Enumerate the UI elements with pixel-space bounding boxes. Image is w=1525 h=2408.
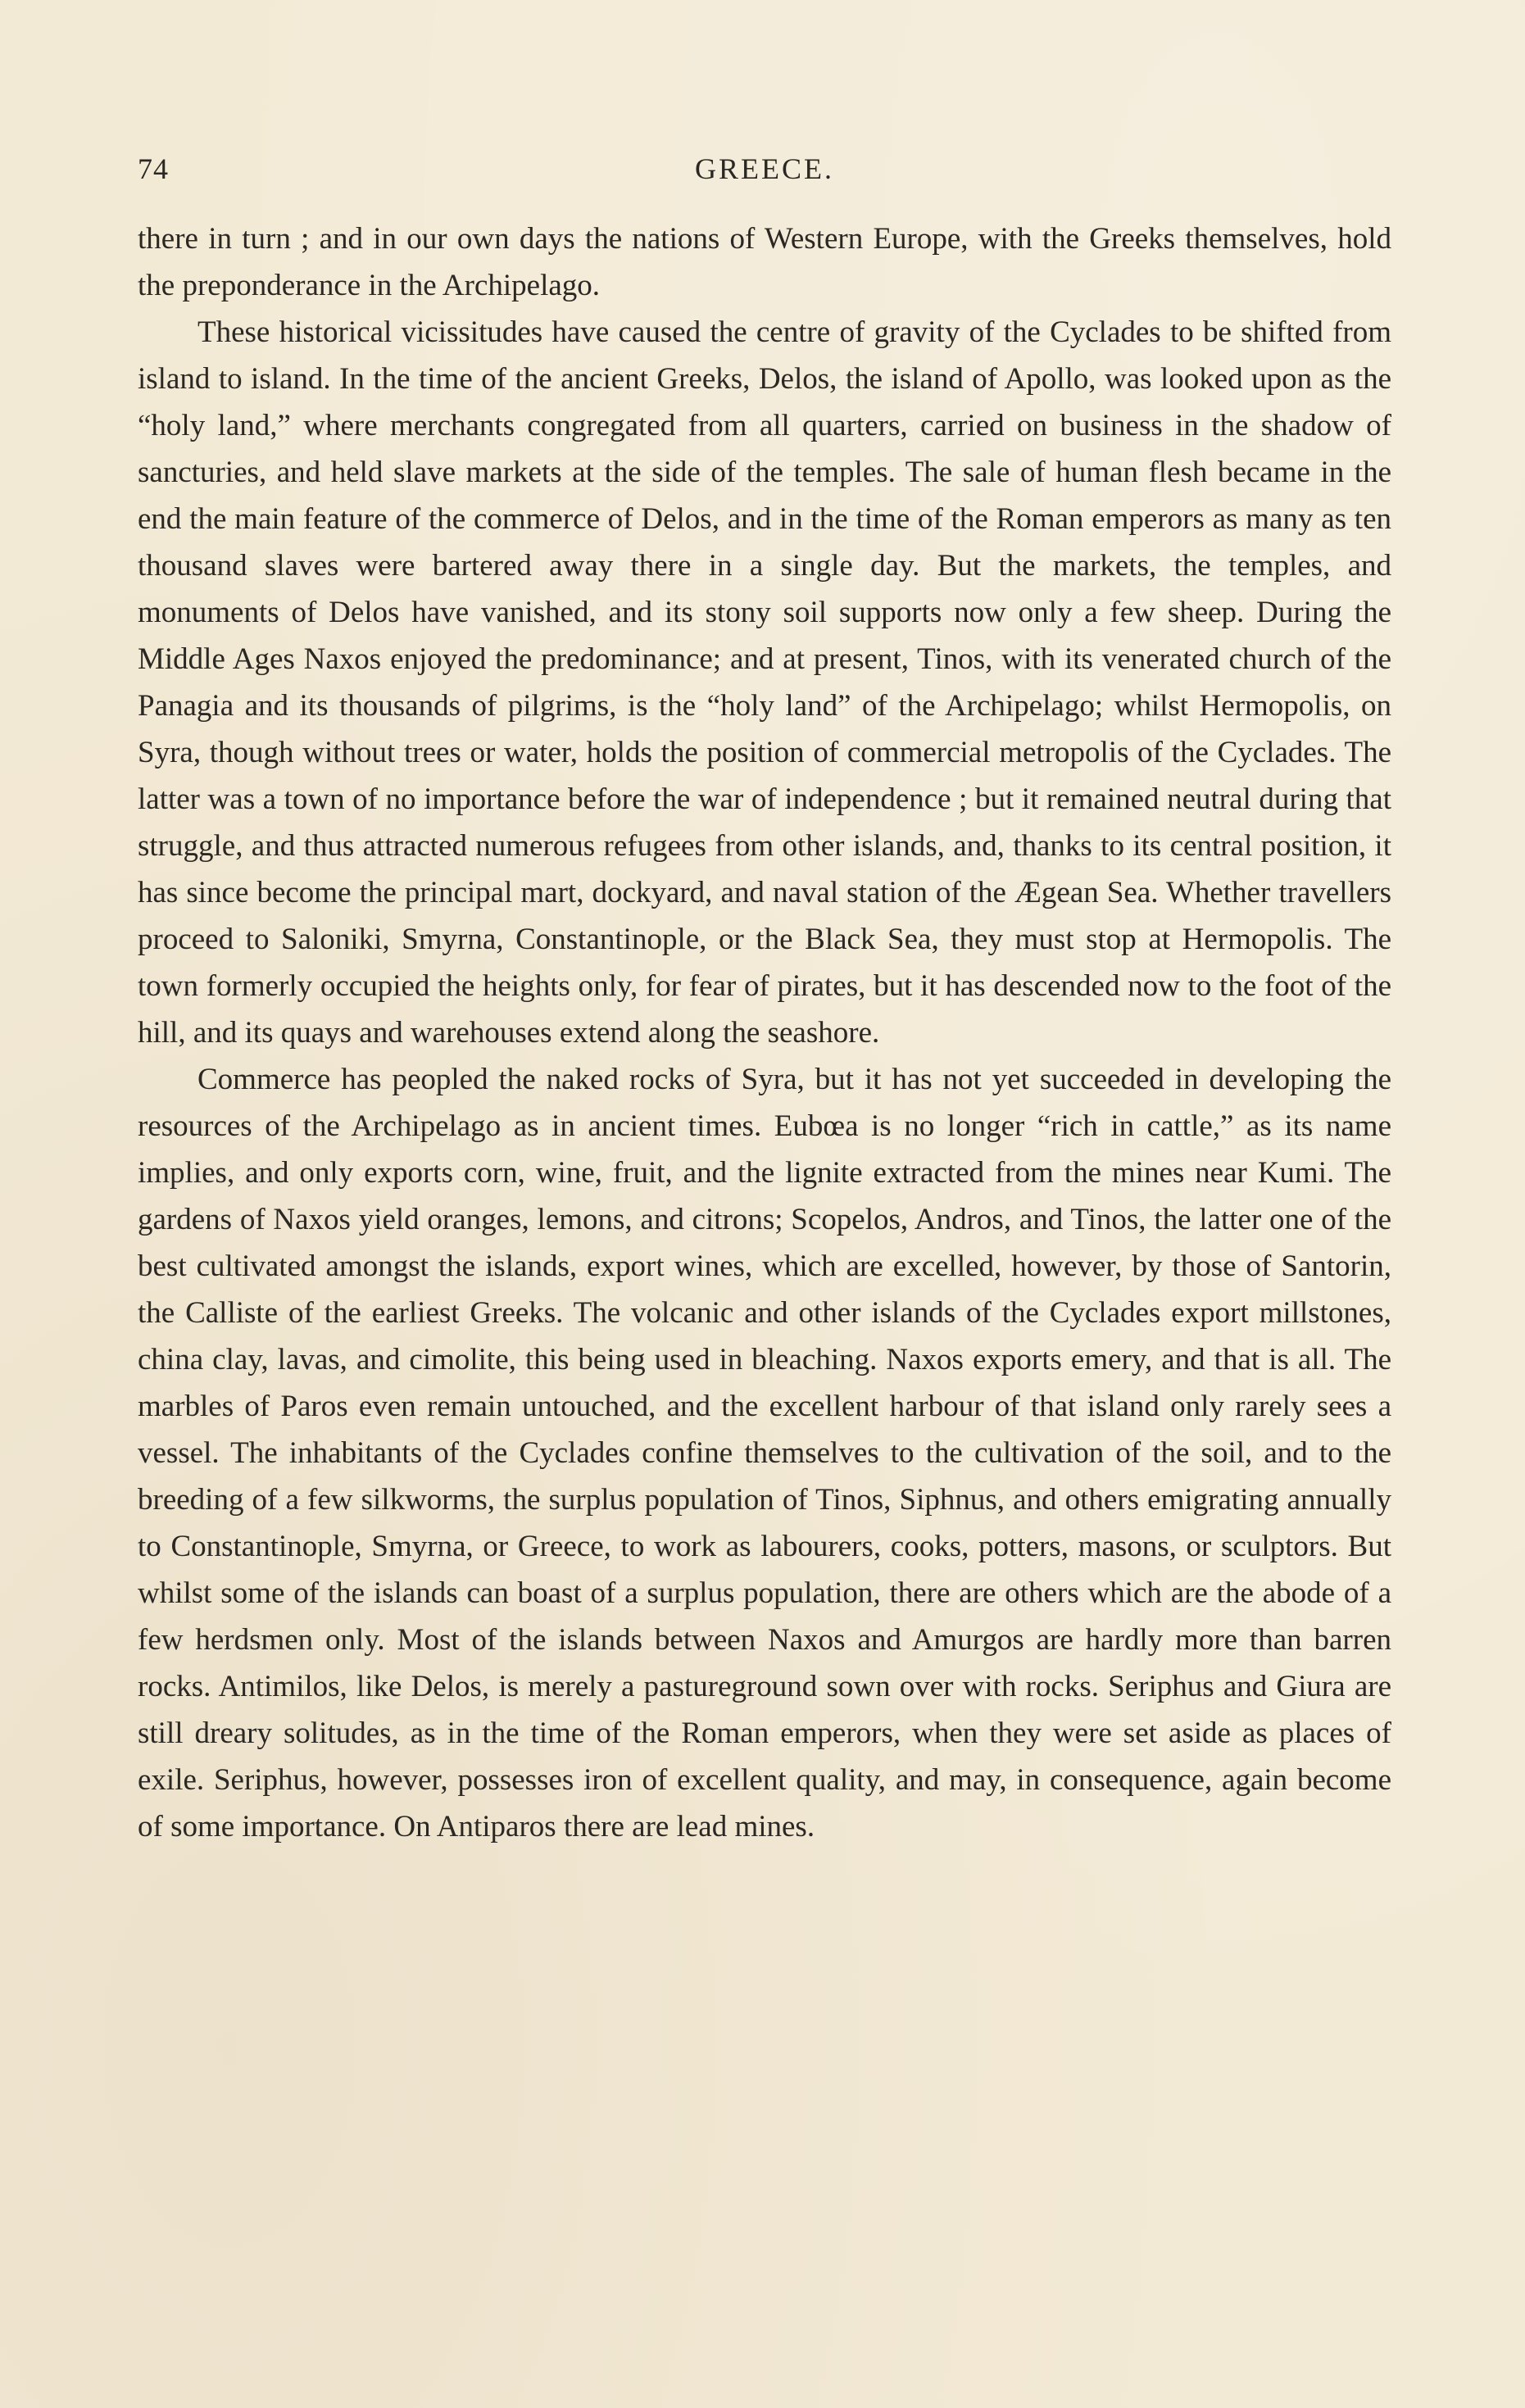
running-head: GREECE. <box>695 152 834 185</box>
paragraph-continuation: there in turn ; and in our own days the nations of Western Europe, with the Greeks themselves, hold the preponderance in the Archipelago. <box>138 222 1391 302</box>
paragraph: Commerce has peopled the naked rocks of Syra, but it has not yet succeeded in developing the resources of the Archipelago as in ancient times. Eubœa is no longer “rich in cattle,” as its name implies, and only exports corn, wine, fruit, and the lignite extracted from the mines near Kumi. The gardens of Naxos yield oranges, lemons, and citrons; Scopelos, Andros, and Tinos, the latter one of the best cultivated amongst the islands, export wines, which are excelled, however, by those of Santorin, the Calliste of the earliest Greeks. The volcanic and other islands of the Cyclades export millstones, china clay, lavas, and cimolite, this being used in bleaching. Naxos exports emery, and that is all. The marbles of Paros even remain untouched, and the excellent harbour of that island only rarely sees a vessel. The inhabitants of the Cyclades confine themselves to the cultivation of the soil, and to the breeding of a few silkworms, the surplus population of Tinos, Siphnus, and others emigrating annually to Constantinople, Smyrna, or Greece, to work as labourers, cooks, potters, masons, or sculptors. But whilst some of the islands can boast of a surplus population, there are others which are the abode of a few herdsmen only. Most of the islands between Naxos and Amurgos are hardly more than barren rocks. Antimilos, like Delos, is merely a pastureground sown over with rocks. Seriphus and Giura are still dreary solitudes, as in the time of the Roman emperors, when they were set aside as places of exile. Seriphus, however, possesses iron of excellent quality, and may, in consequence, again become of some importance. On Antiparos there are lead mines. <box>138 1063 1391 1843</box>
book-page <box>138 143 1391 1850</box>
body-text <box>138 215 1391 1850</box>
page-header <box>138 143 1391 193</box>
paragraph: These historical vicissitudes have caused the centre of gravity of the Cyclades to be shifted from island to island. In the time of the ancient Greeks, Delos, the island of Apollo, was looked upon as the “holy land,” where merchants congregated from all quarters, carried on business in the shadow of sancturies, and held slave markets at the side of the temples. The sale of human flesh became in the end the main feature of the commerce of Delos, and in the time of the Roman emperors as many as ten thousand slaves were bartered away there in a single day. But the markets, the temples, and monuments of Delos have vanished, and its stony soil supports now only a few sheep. During the Middle Ages Naxos enjoyed the predominance; and at present, Tinos, with its venerated church of the Panagia and its thousands of pilgrims, is the “holy land” of the Archipelago; whilst Hermopolis, on Syra, though without trees or water, holds the position of commercial metropolis of the Cyclades. The latter was a town of no importance before the war of independence ; but it remained neutral during that struggle, and thus attracted numerous refugees from other islands, and, thanks to its central position, it has since become the principal mart, dockyard, and naval station of the Ægean Sea. Whether travellers proceed to Saloniki, Smyrna, Constantinople, or the Black Sea, they must stop at Hermopolis. The town formerly occupied the heights only, for fear of pirates, but it has descended now to the foot of the hill, and its quays and warehouses extend along the seashore. <box>138 315 1391 1050</box>
page-number: 74 <box>138 152 169 185</box>
